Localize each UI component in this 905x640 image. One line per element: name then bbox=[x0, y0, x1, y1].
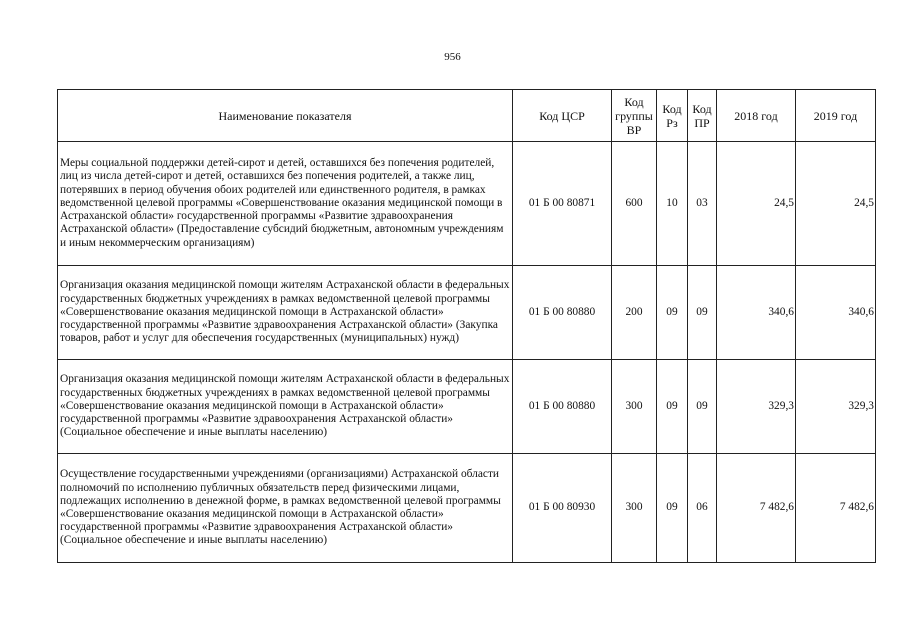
row-amount-2019: 24,5 bbox=[796, 142, 876, 266]
row-rz-code: 09 bbox=[657, 454, 688, 563]
row-vr-code: 600 bbox=[612, 142, 657, 266]
row-csr-code: 01 Б 00 80930 bbox=[513, 454, 612, 563]
row-rz-code: 09 bbox=[657, 360, 688, 454]
row-pr-code: 09 bbox=[688, 360, 717, 454]
row-csr-code: 01 Б 00 80871 bbox=[513, 142, 612, 266]
row-rz-code: 09 bbox=[657, 266, 688, 360]
header-year-2019: 2019 год bbox=[796, 90, 876, 142]
row-name: Осуществление государственными учреждениями (организациями) Астраханской области полномочий по исполнению публичных обязательств перед физическими лицами, подлежащих исполнению в денежной форме, в рамках ведомственной целевой программы «Совершенствование оказания медицинской помощи в Астраханской области» государственной программы «Развитие здравоохранения Астраханской области» (Социальное обеспечение и иные выплаты населению) bbox=[58, 454, 513, 563]
header-year-2018: 2018 год bbox=[717, 90, 796, 142]
header-csr-code: Код ЦСР bbox=[513, 90, 612, 142]
row-amount-2018: 329,3 bbox=[717, 360, 796, 454]
row-pr-code: 09 bbox=[688, 266, 717, 360]
header-rz-code: Код Рз bbox=[657, 90, 688, 142]
row-vr-code: 200 bbox=[612, 266, 657, 360]
row-amount-2018: 7 482,6 bbox=[717, 454, 796, 563]
row-amount-2018: 340,6 bbox=[717, 266, 796, 360]
row-pr-code: 06 bbox=[688, 454, 717, 563]
header-pr-code: Код ПР bbox=[688, 90, 717, 142]
row-amount-2019: 340,6 bbox=[796, 266, 876, 360]
row-amount-2019: 7 482,6 bbox=[796, 454, 876, 563]
table-row bbox=[58, 360, 876, 454]
row-amount-2018: 24,5 bbox=[717, 142, 796, 266]
table-row bbox=[58, 142, 876, 266]
row-name: Организация оказания медицинской помощи жителям Астраханской области в федеральных государственных бюджетных учреждениях в рамках ведомственной целевой программы «Совершенствование оказания медицинской помощи в Астраханской области» государственной программы «Развитие здравоохранения Астраханской области» (Закупка товаров, работ и услуг для обеспечения государственных (муниципальных) нужд) bbox=[58, 266, 513, 360]
row-csr-code: 01 Б 00 80880 bbox=[513, 360, 612, 454]
budget-table bbox=[57, 89, 876, 563]
row-amount-2019: 329,3 bbox=[796, 360, 876, 454]
page-number: 956 bbox=[444, 51, 461, 63]
table-row bbox=[58, 266, 876, 360]
row-csr-code: 01 Б 00 80880 bbox=[513, 266, 612, 360]
row-vr-code: 300 bbox=[612, 360, 657, 454]
row-name: Организация оказания медицинской помощи жителям Астраханской области в федеральных государственных бюджетных учреждениях в рамках ведомственной целевой программы «Совершенствование оказания медицинской помощи в Астраханской области» государственной программы «Развитие здравоохранения Астраханской области» (Социальное обеспечение и иные выплаты населению) bbox=[58, 360, 513, 454]
row-pr-code: 03 bbox=[688, 142, 717, 266]
header-vr-code: Код группы ВР bbox=[612, 90, 657, 142]
row-rz-code: 10 bbox=[657, 142, 688, 266]
header-name: Наименование показателя bbox=[58, 90, 513, 142]
row-name: Меры социальной поддержки детей-сирот и детей, оставшихся без попечения родителей, лиц из числа детей-сирот и детей, оставшихся без попечения родителей, а также лиц, потерявших в период обучения обоих родителей или единственного родителя, в рамках ведомственной целевой программы «Совершенствование оказания медицинской помощи в Астраханской области» государственной программы «Развитие здравоохранения Астраханской области» (Предоставление субсидий бюджетным, автономным учреждениям и иным некоммерческим организациям) bbox=[58, 142, 513, 266]
row-vr-code: 300 bbox=[612, 454, 657, 563]
table-header-row bbox=[58, 90, 876, 142]
table-row bbox=[58, 454, 876, 563]
